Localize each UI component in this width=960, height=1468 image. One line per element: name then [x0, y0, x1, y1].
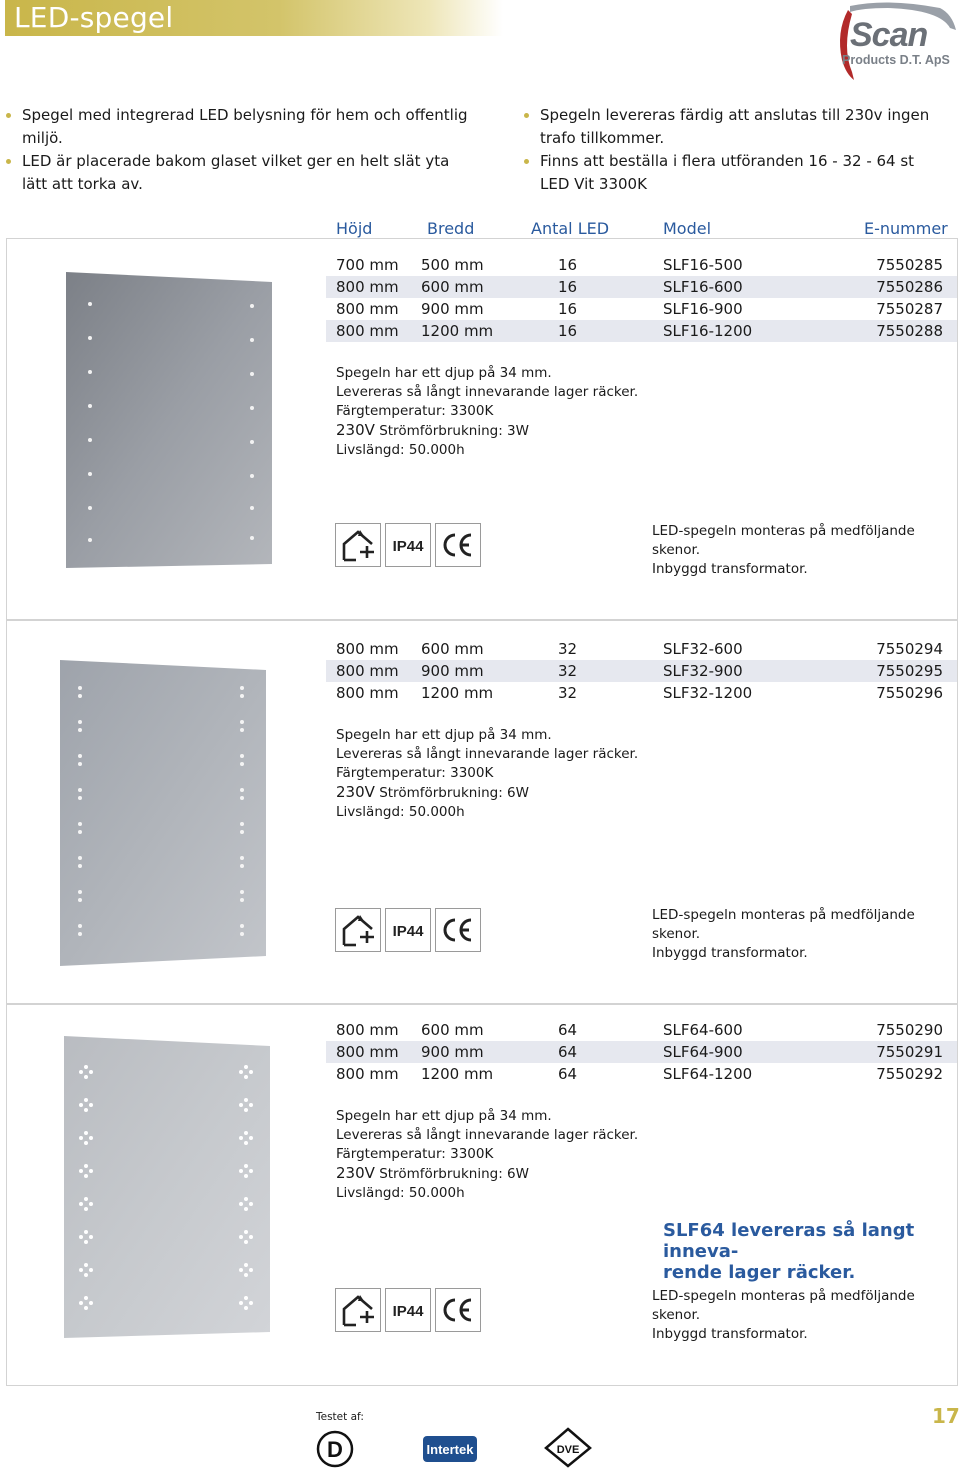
- ip44-icon: [385, 1288, 431, 1332]
- led-dot: [89, 1202, 93, 1206]
- svg-text:Scan: Scan: [850, 16, 928, 54]
- led-dot: [249, 1235, 253, 1239]
- led-dot: [249, 1070, 253, 1074]
- svg-text:DVE: DVE: [556, 1444, 580, 1456]
- led-dot: [84, 1131, 88, 1135]
- intro-bullets-right: [524, 104, 944, 196]
- led-dot: [249, 1169, 253, 1173]
- mounting-note: LED-spegeln monteras på medföljande skenor. Inbyggd transformator.: [652, 523, 915, 577]
- ce-mark-icon: [435, 908, 481, 952]
- led-dot: [240, 822, 244, 826]
- led-dot: [240, 898, 244, 902]
- table-row: 800 mm 600 mm 16 SLF16-600 7550286: [326, 276, 957, 298]
- availability-promo: SLF64 levereras så langt inneva- rende lager räcker.: [663, 1220, 915, 1283]
- class-ii-house-icon: [335, 1288, 381, 1332]
- led-dot: [239, 1202, 243, 1206]
- led-dot: [249, 1103, 253, 1107]
- led-dot: [244, 1296, 248, 1300]
- spec-text: Spegeln har ett djup på 34 mm. Levereras så långt innevarande lager räcker. Färgtemperatur: 3300K 230V Strömförbrukning: 3W Livslängd: 50.000h: [336, 365, 639, 458]
- column-header-model: Model: [663, 219, 712, 238]
- led-dot: [78, 932, 82, 936]
- led-dot: [89, 1136, 93, 1140]
- led-dot: [244, 1131, 248, 1135]
- intertek-logo: [423, 1436, 477, 1462]
- led-dot: [79, 1235, 83, 1239]
- column-header-led: Antal LED: [531, 219, 610, 238]
- scan-logo: [828, 2, 958, 82]
- led-dot: [89, 1268, 93, 1272]
- svg-text:IP44: IP44: [392, 1303, 424, 1320]
- led-dot: [240, 924, 244, 928]
- logo-subtitle: Products D.T. ApS: [842, 53, 950, 67]
- led-dot: [84, 1075, 88, 1079]
- led-dot: [84, 1197, 88, 1201]
- certification-icons: [335, 523, 481, 567]
- spec-text: Spegeln har ett djup på 34 mm. Levereras så långt innevarande lager räcker. Färgtemperatur: 3300K 230V Strömförbrukning: 6W Livslängd: 50.000h: [336, 1108, 639, 1201]
- bullet-item: Spegel med integrerad LED belysning för hem och offentlig miljö.: [6, 104, 476, 150]
- mirror-image-32-led: [56, 656, 272, 972]
- led-dot: [239, 1169, 243, 1173]
- led-dot: [79, 1103, 83, 1107]
- led-dot: [79, 1268, 83, 1272]
- led-dot: [240, 762, 244, 766]
- led-dot: [240, 796, 244, 800]
- led-dot: [78, 864, 82, 868]
- table-row: 800 mm 1200 mm 16 SLF16-1200 7550288: [326, 320, 957, 342]
- led-dot: [84, 1273, 88, 1277]
- table-row: 800 mm 900 mm 32 SLF32-900 7550295: [326, 660, 957, 682]
- led-dot: [239, 1301, 243, 1305]
- bullet-item: Spegeln levereras färdig att anslutas till 230v ingen trafo tillkommer.: [524, 104, 944, 150]
- led-dot: [240, 694, 244, 698]
- led-dot: [84, 1108, 88, 1112]
- mirror-image-64-led: [60, 1032, 276, 1342]
- led-dot: [244, 1075, 248, 1079]
- led-dot: [240, 830, 244, 834]
- led-dot: [78, 686, 82, 690]
- led-dot: [244, 1108, 248, 1112]
- led-dot: [244, 1065, 248, 1069]
- led-dot: [239, 1136, 243, 1140]
- table-row: 800 mm 1200 mm 64 SLF64-1200 7550292: [336, 1065, 943, 1083]
- led-dot: [78, 822, 82, 826]
- spec-text: Spegeln har ett djup på 34 mm. Levereras så långt innevarande lager räcker. Färgtemperatur: 3300K 230V Strömförbrukning: 6W Livslängd: 50.000h: [336, 727, 639, 820]
- led-dot: [84, 1065, 88, 1069]
- led-dot: [84, 1164, 88, 1168]
- table-row: 800 mm 600 mm 32 SLF32-600 7550294: [336, 640, 943, 658]
- bullet-item: LED är placerade bakom glaset vilket ger en helt slät yta lätt att torka av.: [6, 150, 476, 196]
- led-dot: [78, 796, 82, 800]
- led-dot: [239, 1235, 243, 1239]
- led-dot: [240, 686, 244, 690]
- led-dot: [244, 1306, 248, 1310]
- led-dot: [79, 1070, 83, 1074]
- led-dot: [84, 1296, 88, 1300]
- led-dot: [78, 830, 82, 834]
- intro-bullets-left: [6, 104, 476, 196]
- led-dot: [244, 1197, 248, 1201]
- led-dot: [78, 720, 82, 724]
- svg-text:IP44: IP44: [392, 538, 424, 555]
- led-dot: [244, 1230, 248, 1234]
- led-dot: [84, 1098, 88, 1102]
- led-dot: [240, 890, 244, 894]
- bullet-item: Finns att beställa i flera utföranden 16 - 32 - 64 st LED Vit 3300K: [524, 150, 944, 196]
- ip44-icon: [385, 908, 431, 952]
- led-dot: [240, 932, 244, 936]
- table-row: 800 mm 1200 mm 32 SLF32-1200 7550296: [336, 684, 943, 702]
- led-dot: [240, 728, 244, 732]
- led-dot: [244, 1164, 248, 1168]
- ce-mark-icon: [435, 523, 481, 567]
- led-dot: [78, 890, 82, 894]
- led-dot: [239, 1268, 243, 1272]
- led-dot: [78, 788, 82, 792]
- led-dot: [79, 1169, 83, 1173]
- led-dot: [244, 1263, 248, 1267]
- certification-icons: [335, 908, 481, 952]
- led-dot: [240, 864, 244, 868]
- vde-logo: [543, 1426, 593, 1468]
- certification-icons: [335, 1288, 481, 1332]
- class-ii-house-icon: [335, 908, 381, 952]
- led-dot: [240, 720, 244, 724]
- led-dot: [244, 1098, 248, 1102]
- led-dot: [84, 1240, 88, 1244]
- svg-text:D: D: [327, 1437, 343, 1462]
- led-dot: [244, 1174, 248, 1178]
- led-dot: [240, 856, 244, 860]
- led-dot: [240, 788, 244, 792]
- led-dot: [78, 856, 82, 860]
- table-row: 800 mm 600 mm 64 SLF64-600 7550290: [336, 1021, 943, 1039]
- svg-text:IP44: IP44: [392, 923, 424, 940]
- led-dot: [79, 1136, 83, 1140]
- led-dot: [89, 1301, 93, 1305]
- led-dot: [78, 754, 82, 758]
- ip44-icon: [385, 523, 431, 567]
- led-dot: [89, 1169, 93, 1173]
- led-dot: [244, 1240, 248, 1244]
- led-dot: [239, 1103, 243, 1107]
- led-dot: [84, 1230, 88, 1234]
- led-dot: [89, 1235, 93, 1239]
- led-dot: [84, 1263, 88, 1267]
- led-dot: [79, 1301, 83, 1305]
- led-dot: [249, 1268, 253, 1272]
- led-dot: [240, 754, 244, 758]
- column-header-width: Bredd: [427, 219, 475, 238]
- mirror-image-16-led: [62, 268, 278, 572]
- led-dot: [84, 1207, 88, 1211]
- led-dot: [239, 1070, 243, 1074]
- led-dot: [249, 1202, 253, 1206]
- led-dot: [249, 1136, 253, 1140]
- led-dot: [244, 1207, 248, 1211]
- page-number: 17: [932, 1404, 960, 1428]
- page-title: LED-spegel: [14, 1, 174, 34]
- led-dot: [84, 1306, 88, 1310]
- led-dot: [78, 694, 82, 698]
- led-dot: [84, 1174, 88, 1178]
- svg-text:Intertek: Intertek: [426, 1442, 474, 1457]
- led-dot: [244, 1141, 248, 1145]
- led-dot: [244, 1273, 248, 1277]
- column-header-height: Höjd: [336, 219, 373, 238]
- led-dot: [89, 1103, 93, 1107]
- mounting-note: LED-spegeln monteras på medföljande skenor. Inbyggd transformator.: [652, 907, 915, 961]
- led-dot: [78, 762, 82, 766]
- led-dot: [84, 1141, 88, 1145]
- ce-mark-icon: [435, 1288, 481, 1332]
- tested-by-label: Testet af:: [316, 1411, 364, 1423]
- led-dot: [78, 924, 82, 928]
- led-dot: [78, 898, 82, 902]
- led-dot: [79, 1202, 83, 1206]
- class-ii-house-icon: [335, 523, 381, 567]
- led-dot: [78, 728, 82, 732]
- demko-logo: [316, 1430, 354, 1468]
- mounting-note: LED-spegeln monteras på medföljande skenor. Inbyggd transformator.: [652, 1288, 915, 1342]
- table-row: 800 mm 900 mm 64 SLF64-900 7550291: [326, 1041, 957, 1063]
- led-dot: [89, 1070, 93, 1074]
- table-row: 800 mm 900 mm 16 SLF16-900 7550287: [336, 300, 943, 318]
- led-dot: [249, 1301, 253, 1305]
- table-row: 700 mm 500 mm 16 SLF16-500 7550285: [336, 256, 943, 274]
- column-header-enumber: E-nummer: [864, 219, 948, 238]
